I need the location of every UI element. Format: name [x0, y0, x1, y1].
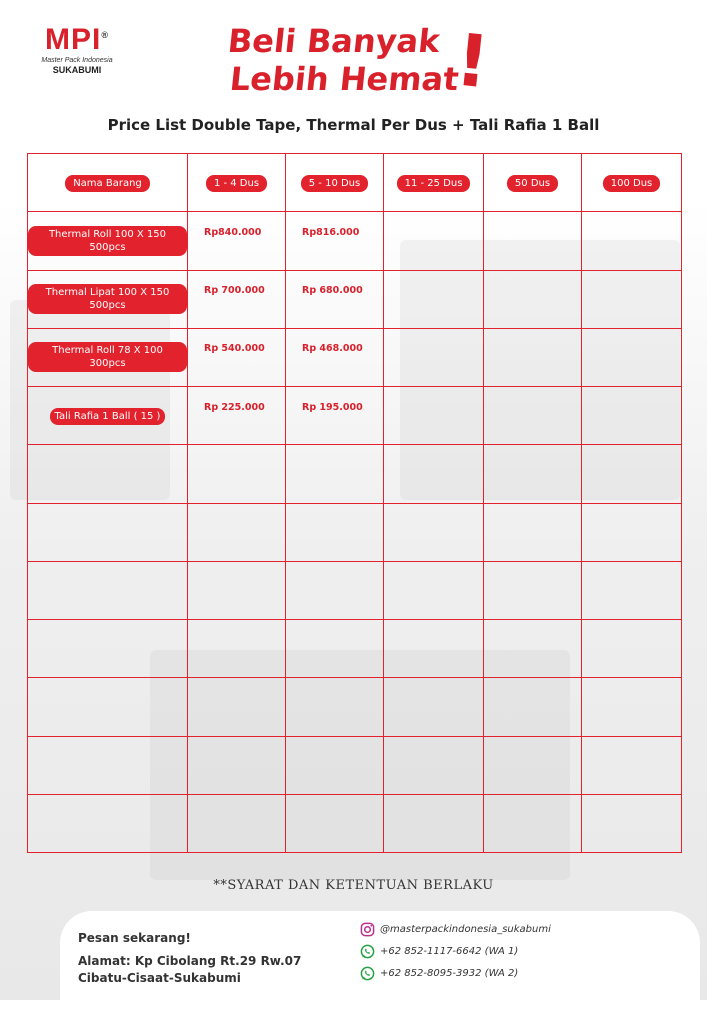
empty-cell: [28, 736, 188, 794]
empty-cell: [384, 561, 484, 619]
table-header-row: [28, 154, 682, 212]
empty-row: [28, 678, 682, 736]
item-name-cell: [28, 387, 188, 445]
price-cell: [582, 387, 682, 445]
item-name: Thermal Lipat 100 X 150 500pcs: [28, 284, 187, 314]
price-table: [27, 153, 682, 853]
price-cell: [582, 212, 682, 270]
empty-row: [28, 620, 682, 678]
whatsapp-number-1[interactable]: +62 852-1117-6642 (WA 1): [380, 945, 519, 957]
price-value: Rp 225.000: [204, 401, 265, 413]
empty-cell: [286, 678, 384, 736]
item-name: Thermal Roll 78 X 100 300pcs: [28, 342, 187, 372]
price-cell: [286, 270, 384, 328]
price-cell: [484, 212, 582, 270]
empty-cell: [582, 445, 682, 503]
empty-cell: [582, 678, 682, 736]
empty-cell: [582, 794, 682, 852]
whatsapp-icon: [360, 966, 375, 981]
header-cell: [484, 154, 582, 212]
table-row: [28, 387, 682, 445]
headline-line-1: Beli Banyak: [226, 22, 442, 60]
header-nama-barang: Nama Barang: [65, 175, 150, 192]
empty-cell: [286, 620, 384, 678]
contact-list: [360, 918, 551, 984]
table-row: [28, 212, 682, 270]
empty-cell: [286, 561, 384, 619]
empty-cell: [188, 503, 286, 561]
price-value: Rp 195.000: [302, 401, 363, 413]
terms-note: **SYARAT DAN KETENTUAN BERLAKU: [213, 878, 494, 893]
price-cell: [188, 328, 286, 386]
table-row: [28, 270, 682, 328]
empty-cell: [286, 503, 384, 561]
price-cell: [188, 387, 286, 445]
whatsapp-row-2[interactable]: [360, 962, 551, 984]
empty-cell: [188, 736, 286, 794]
header-11-25-dus: 11 - 25 Dus: [397, 175, 471, 192]
price-value: Rp 540.000: [204, 343, 265, 355]
brand-logo: [22, 20, 132, 75]
price-value: Rp840.000: [204, 226, 262, 238]
header-100-dus: 100 Dus: [603, 175, 661, 192]
empty-cell: [28, 561, 188, 619]
price-list-subtitle: Price List Double Tape, Thermal Per Dus + Tali Rafia 1 Ball: [107, 116, 600, 134]
order-info: [78, 930, 301, 987]
registered-mark: ®: [101, 30, 109, 40]
empty-cell: [582, 620, 682, 678]
empty-cell: [384, 503, 484, 561]
price-value: Rp 468.000: [302, 343, 363, 355]
empty-cell: [582, 561, 682, 619]
empty-cell: [286, 794, 384, 852]
empty-cell: [484, 561, 582, 619]
whatsapp-icon: [360, 944, 375, 959]
price-cell: [582, 328, 682, 386]
price-cell: [384, 328, 484, 386]
empty-row: [28, 736, 682, 794]
price-cell: [582, 270, 682, 328]
empty-cell: [384, 794, 484, 852]
instagram-icon: [360, 922, 375, 937]
price-cell: [484, 387, 582, 445]
item-name: Thermal Roll 100 X 150 500pcs: [28, 226, 187, 256]
price-cell: [384, 270, 484, 328]
empty-cell: [188, 561, 286, 619]
order-label: Pesan sekarang!: [78, 931, 191, 945]
empty-row: [28, 503, 682, 561]
header-50-dus: 50 Dus: [507, 175, 558, 192]
empty-cell: [188, 445, 286, 503]
address-line-2: Cibatu-Cisaat-Sukabumi: [78, 971, 241, 985]
empty-row: [28, 794, 682, 852]
empty-cell: [28, 794, 188, 852]
empty-cell: [484, 503, 582, 561]
empty-cell: [28, 445, 188, 503]
price-cell: [484, 270, 582, 328]
address-line-1: Alamat: Kp Cibolang Rt.29 Rw.07: [78, 954, 302, 968]
header-cell: [188, 154, 286, 212]
empty-cell: [384, 620, 484, 678]
logo-mark: MPI: [45, 23, 102, 56]
logo-city: SUKABUMI: [52, 65, 102, 75]
empty-cell: [484, 794, 582, 852]
empty-cell: [286, 736, 384, 794]
empty-cell: [582, 736, 682, 794]
headline-line-2: Lebih Hemat: [228, 60, 461, 98]
price-value: Rp 700.000: [204, 285, 265, 297]
price-value: Rp816.000: [302, 226, 360, 238]
empty-row: [28, 445, 682, 503]
empty-cell: [188, 794, 286, 852]
price-cell: [384, 387, 484, 445]
empty-cell: [28, 678, 188, 736]
whatsapp-row-1[interactable]: [360, 940, 551, 962]
price-cell: [286, 387, 384, 445]
empty-cell: [484, 620, 582, 678]
empty-row: [28, 561, 682, 619]
instagram-handle[interactable]: @masterpackindonesia_sukabumi: [380, 923, 551, 935]
item-name-cell: [28, 270, 188, 328]
item-name-cell: [28, 212, 188, 270]
empty-cell: [484, 445, 582, 503]
empty-cell: [28, 503, 188, 561]
headline-exclamation: !: [451, 17, 494, 105]
empty-cell: [188, 678, 286, 736]
empty-cell: [188, 620, 286, 678]
empty-cell: [384, 736, 484, 794]
item-name: Tali Rafia 1 Ball ( 15 ): [50, 408, 166, 425]
table-row: [28, 328, 682, 386]
header-cell: [286, 154, 384, 212]
empty-cell: [384, 678, 484, 736]
header-1-4-dus: 1 - 4 Dus: [206, 175, 267, 192]
empty-cell: [582, 503, 682, 561]
item-name-cell: [28, 328, 188, 386]
price-cell: [286, 212, 384, 270]
header-cell: [28, 154, 188, 212]
empty-cell: [484, 678, 582, 736]
whatsapp-number-2[interactable]: +62 852-8095-3932 (WA 2): [380, 967, 519, 979]
price-cell: [484, 328, 582, 386]
empty-cell: [28, 620, 188, 678]
price-cell: [286, 328, 384, 386]
headline: [228, 22, 468, 98]
header-cell: [384, 154, 484, 212]
instagram-row[interactable]: [360, 918, 551, 940]
empty-cell: [286, 445, 384, 503]
price-cell: [188, 212, 286, 270]
empty-cell: [384, 445, 484, 503]
header-5-10-dus: 5 - 10 Dus: [301, 175, 368, 192]
price-value: Rp 680.000: [302, 285, 363, 297]
header-cell: [582, 154, 682, 212]
empty-cell: [484, 736, 582, 794]
price-cell: [188, 270, 286, 328]
logo-subtitle: Master Pack Indonesia: [41, 57, 113, 64]
price-cell: [384, 212, 484, 270]
